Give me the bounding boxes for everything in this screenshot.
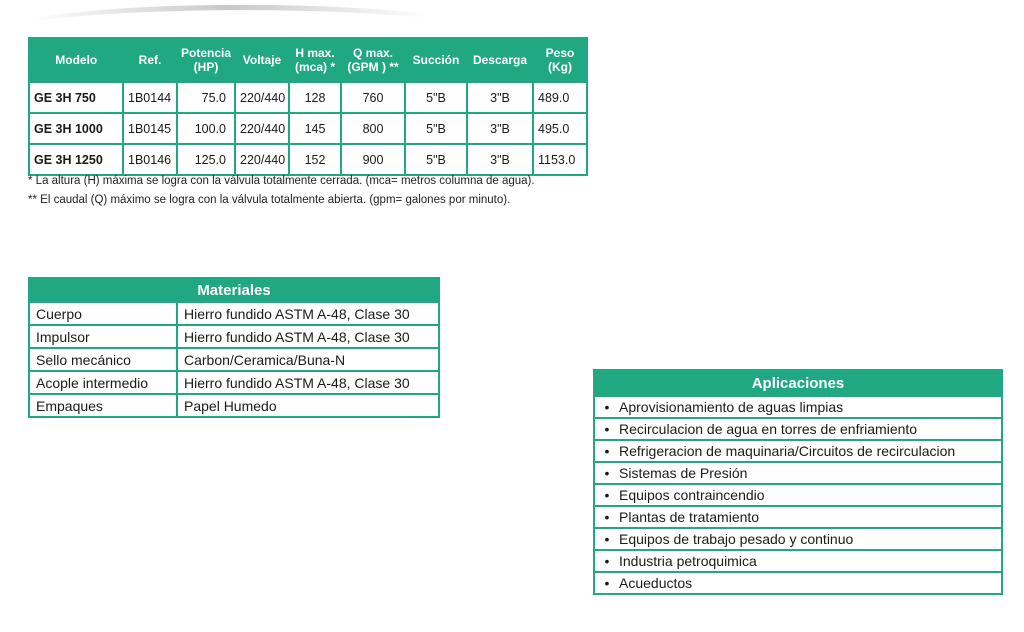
list-item xyxy=(594,462,1002,484)
cell-peso: 495.0 xyxy=(533,113,587,144)
list-item xyxy=(594,528,1002,550)
list-item xyxy=(594,396,1002,418)
cell-potencia: 75.0 xyxy=(177,82,235,113)
header-modelo: Modelo xyxy=(29,38,123,83)
table-row xyxy=(29,371,439,394)
cell-hmax: 128 xyxy=(289,82,341,113)
cell-qmax: 800 xyxy=(341,113,405,144)
cell-qmax: 900 xyxy=(341,144,405,175)
cell-hmax: 152 xyxy=(289,144,341,175)
cell-succion: 5"B xyxy=(405,113,467,144)
cell-hmax: 145 xyxy=(289,113,341,144)
list-item xyxy=(594,440,1002,462)
material-value: Hierro fundido ASTM A-48, Clase 30 xyxy=(177,325,439,348)
footnote-caudal: ** El caudal (Q) máximo se logra con la válvula totalmente abierta. (gpm= galones por minuto). xyxy=(28,194,511,206)
aplicacion-label: Aprovisionamiento de aguas limpias xyxy=(619,399,844,415)
cell-ref: 1B0145 xyxy=(123,113,177,144)
cell-modelo: GE 3H 750 xyxy=(29,82,123,113)
cell-voltaje: 220/440 xyxy=(235,144,289,175)
aplicacion-label: Plantas de tratamiento xyxy=(619,509,760,525)
material-part: Cuerpo xyxy=(29,302,177,325)
bullet-icon: • xyxy=(604,465,610,481)
bullet-icon: • xyxy=(604,531,610,547)
cell-peso: 1153.0 xyxy=(533,144,587,175)
cell-modelo: GE 3H 1000 xyxy=(29,113,123,144)
material-part: Empaques xyxy=(29,394,177,417)
aplicaciones-title: Aplicaciones xyxy=(594,370,1002,396)
list-item xyxy=(594,484,1002,506)
material-part: Sello mecánico xyxy=(29,348,177,371)
header-peso-line1: Peso xyxy=(545,45,575,60)
cell-succion: 5"B xyxy=(405,144,467,175)
material-value: Hierro fundido ASTM A-48, Clase 30 xyxy=(177,302,439,325)
cell-qmax: 760 xyxy=(341,82,405,113)
aplicacion-label: Refrigeracion de maquinaria/Circuitos de recirculacion xyxy=(619,443,956,459)
header-hmax-line2: (mca) * xyxy=(294,59,335,74)
header-qmax-line1: Q max. xyxy=(352,45,394,60)
footnotes xyxy=(28,172,535,210)
bullet-icon: • xyxy=(604,575,610,591)
list-item xyxy=(594,506,1002,528)
header-potencia-line2: (HP) xyxy=(193,59,219,74)
bullet-icon: • xyxy=(604,399,610,415)
aplicacion-label: Acueductos xyxy=(619,575,693,591)
header-peso xyxy=(533,38,587,83)
header-qmax xyxy=(341,38,405,83)
list-item xyxy=(594,550,1002,572)
aplicacion-label: Equipos contraincendio xyxy=(619,487,765,503)
aplicacion-label: Equipos de trabajo pesado y continuo xyxy=(619,531,854,547)
cell-succion: 5"B xyxy=(405,82,467,113)
header-hmax xyxy=(289,38,341,83)
header-peso-line2: (Kg) xyxy=(548,59,572,74)
cell-potencia: 125.0 xyxy=(177,144,235,175)
header-descarga: Descarga xyxy=(467,38,533,83)
material-part: Acople intermedio xyxy=(29,371,177,394)
specs-table xyxy=(28,37,588,176)
table-row xyxy=(29,82,587,113)
cell-peso: 489.0 xyxy=(533,82,587,113)
materiales-table xyxy=(28,277,440,418)
decorative-swoosh xyxy=(28,0,428,22)
table-row xyxy=(29,113,587,144)
material-value: Hierro fundido ASTM A-48, Clase 30 xyxy=(177,371,439,394)
header-voltaje: Voltaje xyxy=(235,38,289,83)
aplicacion-label: Recirculacion de agua en torres de enfriamiento xyxy=(619,421,918,437)
material-part: Impulsor xyxy=(29,325,177,348)
header-potencia xyxy=(177,38,235,83)
header-succion: Succión xyxy=(405,38,467,83)
specs-header-row xyxy=(29,38,587,83)
cell-descarga: 3"B xyxy=(467,144,533,175)
header-qmax-line2: (GPM ) ** xyxy=(347,59,399,74)
aplicacion-label: Sistemas de Presión xyxy=(619,465,748,481)
material-value: Papel Humedo xyxy=(177,394,439,417)
list-item xyxy=(594,572,1002,594)
cell-descarga: 3"B xyxy=(467,113,533,144)
bullet-icon: • xyxy=(604,553,610,569)
table-row xyxy=(29,302,439,325)
header-potencia-line1: Potencia xyxy=(180,45,231,60)
cell-voltaje: 220/440 xyxy=(235,113,289,144)
bullet-icon: • xyxy=(604,443,610,459)
material-value: Carbon/Ceramica/Buna-N xyxy=(177,348,439,371)
cell-descarga: 3"B xyxy=(467,82,533,113)
materiales-title: Materiales xyxy=(29,278,439,302)
cell-ref: 1B0146 xyxy=(123,144,177,175)
bullet-icon: • xyxy=(604,487,610,503)
bullet-icon: • xyxy=(604,421,610,437)
table-row xyxy=(29,325,439,348)
cell-voltaje: 220/440 xyxy=(235,82,289,113)
header-hmax-line1: H max. xyxy=(295,45,335,60)
cell-ref: 1B0144 xyxy=(123,82,177,113)
cell-modelo: GE 3H 1250 xyxy=(29,144,123,175)
table-row xyxy=(29,144,587,175)
header-ref: Ref. xyxy=(123,38,177,83)
list-item xyxy=(594,418,1002,440)
bullet-icon: • xyxy=(604,509,610,525)
cell-potencia: 100.0 xyxy=(177,113,235,144)
table-row xyxy=(29,348,439,371)
table-row xyxy=(29,394,439,417)
aplicaciones-table xyxy=(593,369,1003,595)
footnote-altura: * La altura (H) máxima se logra con la válvula totalmente cerrada. (mca= metros columna de agua). xyxy=(28,175,535,187)
aplicacion-label: Industria petroquimica xyxy=(619,553,757,569)
